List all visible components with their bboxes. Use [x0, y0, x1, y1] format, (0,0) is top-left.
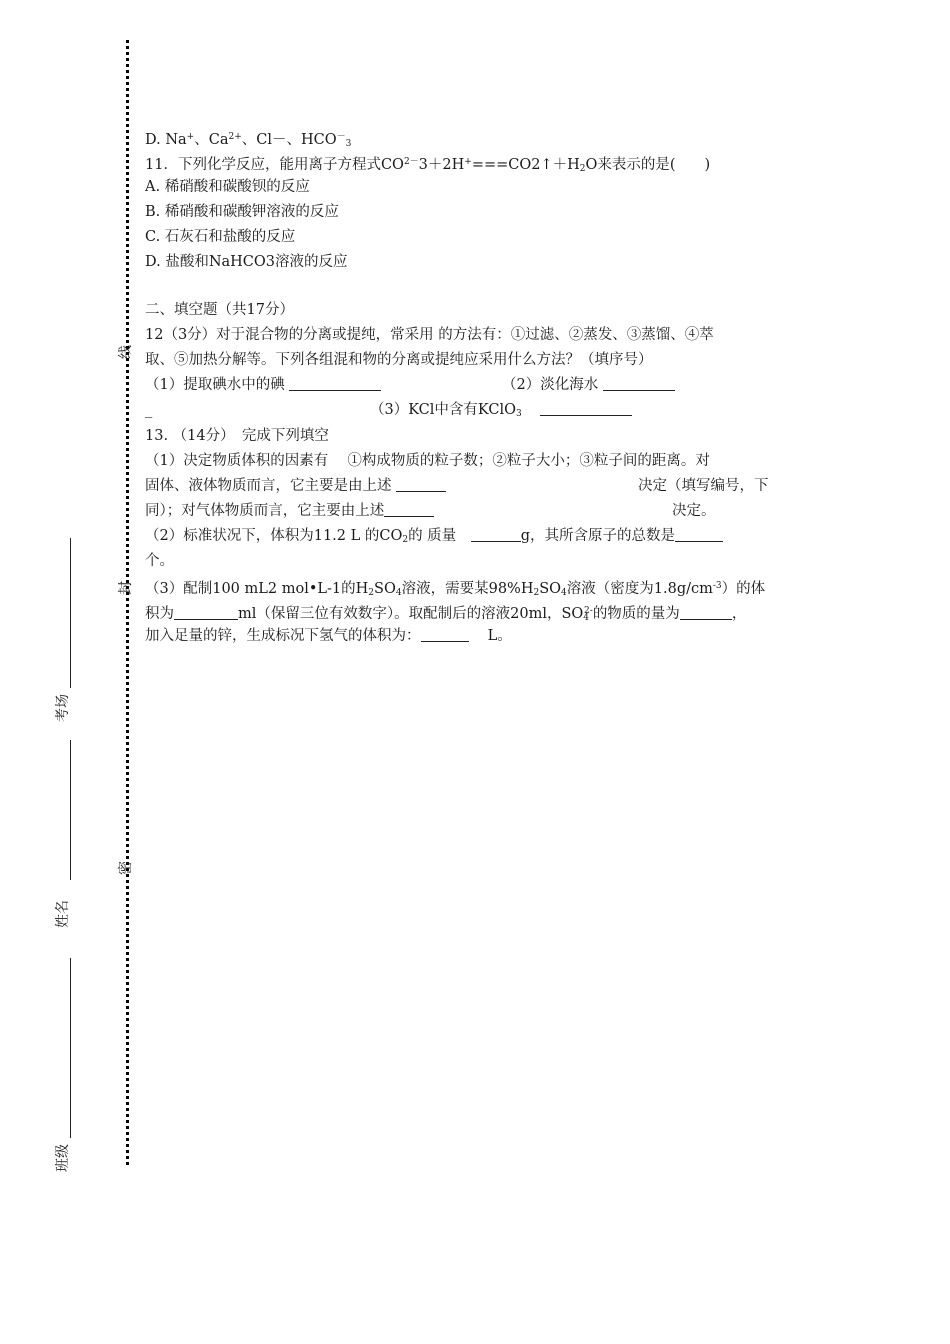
seal-char-mi: 密	[118, 861, 134, 875]
q12-answer-blank-3[interactable]	[540, 401, 632, 416]
exam-room-label: 考场	[55, 694, 71, 722]
q12-answer-blank-2[interactable]	[603, 376, 675, 391]
q12-line2: 取、⑤加热分解等。下列各组混和物的分离或提纯应采用什么方法？（填序号）	[145, 352, 653, 368]
section-title: 二、填空题（共17分）	[145, 302, 294, 318]
q11-stem: 11．下列化学反应，能用离子方程式$CO^{2-}3+2H^+===CO2↑+H_2O$来表示的是( )	[145, 157, 711, 174]
q13-part2-line1: （2）标准状况下，体积为11.2 L 的$CO_2$的 质量 g，其所含原子的总数是	[145, 524, 723, 553]
q13-part1-line3-tail: 决定。	[672, 503, 716, 519]
q13-part3-line1: （3）配制100 mL2 mol•L-1的$H_2SO_4$溶液，需要某$98\%H_2SO_4$溶液（密度为$1.8g/cm^{-3}$）的体	[145, 581, 766, 598]
q13-answer-blank-2[interactable]	[384, 502, 434, 517]
q11-option-a: A. 稀硝酸和碳酸钡的反应	[145, 179, 310, 195]
seal-char-xian: 线	[118, 345, 134, 359]
q11-option-c: C. 石灰石和盐酸的反应	[145, 229, 296, 245]
q13-part2-line2: 个。	[145, 553, 174, 569]
q13-answer-blank-6[interactable]	[680, 605, 732, 620]
exam-room-field-line[interactable]	[70, 538, 71, 688]
q13-part1-line1: （1）决定物质体积的因素有 ①构成物质的粒子数；②粒子大小；③粒子间的距离。对	[145, 453, 710, 469]
q13-header: 13. （14分） 完成下列填空	[145, 428, 329, 444]
seal-char-feng: 封	[118, 581, 134, 595]
q12-part1: （1）提取碘水中的碘	[145, 373, 381, 398]
q13-answer-blank-7[interactable]	[421, 627, 469, 642]
q12-part3: （3）KCl中含有KClO$_3$	[370, 398, 632, 427]
q13-part1-line3: 同）；对气体物质而言，它主要由上述	[145, 499, 434, 524]
q13-answer-blank-5[interactable]	[174, 605, 238, 620]
class-field-line[interactable]	[70, 958, 71, 1138]
q13-part1-line2: 固体、液体物质而言，它主要是由上述	[145, 474, 446, 499]
q13-part1-line2-tail: 决定（填写编号，下	[638, 478, 769, 494]
q13-answer-blank-4[interactable]	[675, 527, 723, 542]
q12-answer-blank-1[interactable]	[289, 376, 381, 391]
q13-answer-blank-3[interactable]	[471, 527, 521, 542]
class-label: 班级	[55, 1144, 71, 1172]
q11-option-b: B. 稀硝酸和碳酸钾溶液的反应	[145, 204, 339, 220]
q13-part3-line3: 加入足量的锌，生成标况下氢气的体积为： L。	[145, 628, 512, 644]
q12-part2-tail: _	[145, 402, 153, 418]
seal-dotted-line	[126, 40, 129, 1165]
name-label: 姓名	[55, 900, 71, 928]
name-field-line-upper[interactable]	[70, 740, 71, 880]
q11-option-d: D. 盐酸和NaHCO3溶液的反应	[145, 254, 348, 270]
q10-option-d: D. Na+、$Ca^{2+}$、Cl－、$HCO^-_3$	[145, 132, 352, 149]
q13-answer-blank-1[interactable]	[396, 477, 446, 492]
q12-line1: 12（3分）对于混合物的分离或提纯，常采用 的方法有：①过滤、②蒸发、③蒸馏、④萃	[145, 327, 714, 343]
q13-part3-line2: 积为 ml（保留三位有效数字）。取配制后的溶液20ml，$SO_4^{2-}$的物质的量为 ，	[145, 606, 747, 623]
q12-part2: （2）淡化海水	[502, 373, 675, 398]
